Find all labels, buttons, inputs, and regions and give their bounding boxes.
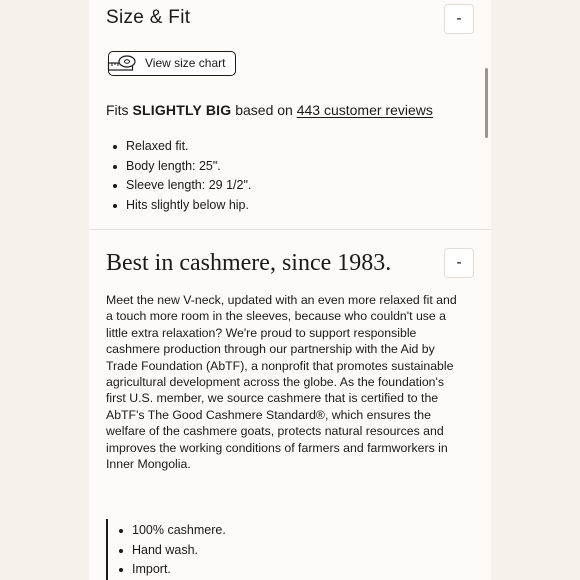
minus-icon: - (456, 254, 462, 271)
list-item: 100% cashmere. (116, 521, 226, 541)
section-divider (89, 229, 491, 230)
fit-value: SLIGHTLY BIG (132, 102, 232, 118)
fit-middle: based on (231, 102, 297, 118)
story-heading: Best in cashmere, since 1983. (106, 250, 392, 276)
story-collapse-button[interactable] (444, 248, 474, 278)
product-details-panel (89, 0, 491, 580)
scrollbar-thumb[interactable] (485, 68, 488, 138)
fit-bullet-list (110, 137, 251, 215)
story-description: Meet the new V-neck, updated with an even more relaxed fit and a touch more room in the sleeves, because who couldn't use a little extra relaxation? We're proud to support responsible cashmere production through our partnership with the Aid by Trade Foundation (AbTF), a nonprofit that promotes sustainable agricultural development across the globe. As the foundation's first U.S. member, we source cashmere that is certified to the AbTF's The Good Cashmere Standard®, which ensures the welfare of the cashmere goats, protects natural resources and improves the working conditions of farmers and farmworkers in Inner Mongolia. (106, 293, 457, 472)
list-item: Import. (116, 560, 226, 580)
size-fit-title: Size & Fit (106, 7, 191, 28)
view-size-chart-label: View size chart (145, 56, 226, 70)
details-accent-bar (106, 519, 108, 580)
minus-icon: - (456, 10, 462, 27)
product-details-list (116, 521, 226, 580)
list-item: Body length: 25". (110, 157, 251, 177)
measuring-tape-icon (107, 54, 137, 74)
size-fit-collapse-button[interactable] (444, 4, 474, 34)
fit-summary (106, 102, 433, 118)
list-item: Hits slightly below hip. (110, 196, 251, 216)
view-size-chart-button[interactable] (108, 51, 236, 76)
list-item: Hand wash. (116, 541, 226, 561)
customer-reviews-link[interactable]: 443 customer reviews (296, 102, 433, 118)
list-item: Relaxed fit. (110, 137, 251, 157)
fit-prefix: Fits (106, 102, 133, 118)
list-item: Sleeve length: 29 1/2". (110, 176, 251, 196)
